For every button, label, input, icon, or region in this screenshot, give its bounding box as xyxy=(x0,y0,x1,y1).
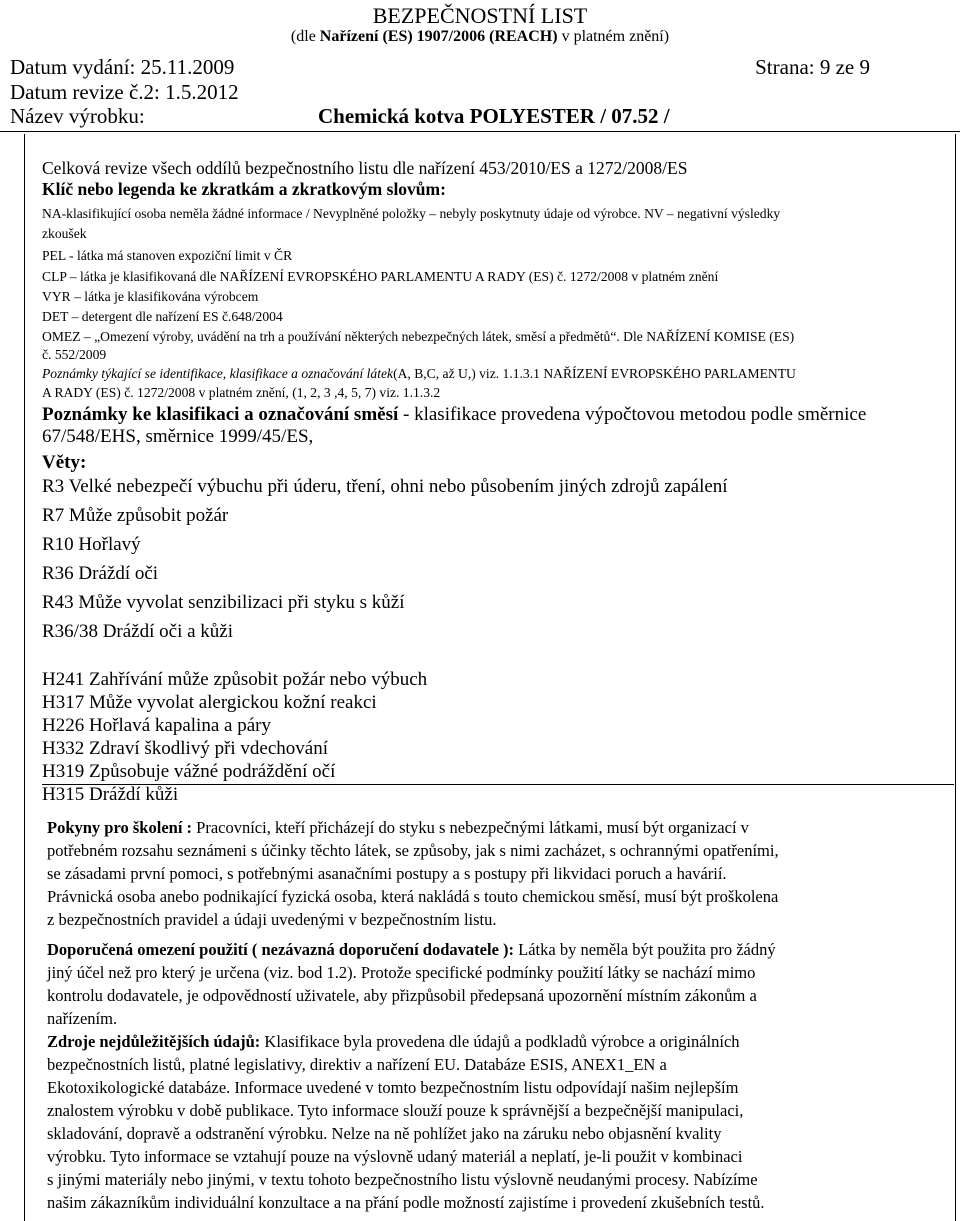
abbr-line: PEL - látka má stanoven expoziční limit v ČR xyxy=(42,248,293,263)
abbreviations-heading-text: Klíč nebo legenda ke zkratkám a zkratkovým slovům: xyxy=(42,179,446,199)
page-number: Strana: 9 ze 9 xyxy=(755,55,870,79)
sources-text: Klasifikace byla provedena dle údajů a podkladů výrobce a originálních xyxy=(260,1032,740,1051)
restriction-text: Látka by neměla být použita pro žádný xyxy=(514,940,776,959)
training-line: se zásadami první pomoci, s potřebnými asanačními postupy a s postupy při likvidaci poruch a havárií. xyxy=(47,864,727,883)
training-paragraph xyxy=(47,818,749,838)
identification-notes-rest: (A, B,C, až U,) viz. 1.1.3.1 NAŘÍZENÍ EVROPSKÉHO PARLAMENTU xyxy=(393,366,796,381)
phrases-heading-text: Věty: xyxy=(42,452,87,473)
revision-date: Datum revize č.2: 1.5.2012 xyxy=(10,80,239,104)
r-phrase: R43 Může vyvolat senzibilizaci při styku s kůží xyxy=(42,592,405,613)
training-text: Pracovníci, kteří přicházejí do styku s nebezpečnými látkami, musí být organizací v xyxy=(192,818,749,837)
sources-line: bezpečnostních listů, platné legislativy, direktiv a nařízení EU. Databáze ESIS, ANEX1_EN a xyxy=(47,1055,667,1074)
h-phrase: H241 Zahřívání může způsobit požár nebo výbuch xyxy=(42,669,428,690)
sources-line: skladování, dopravě a odstranění výrobku. Nelze na ně pohlížet jako na záruku nebo objasnění kvality xyxy=(47,1124,722,1143)
section-16-frame xyxy=(24,134,956,1221)
r-phrase: R36 Dráždí oči xyxy=(42,563,159,584)
classification-notes-cont: 67/548/EHS, směrnice 1999/45/ES, xyxy=(42,426,314,447)
abbr-line: CLP – látka je klasifikovaná dle NAŘÍZENÍ EVROPSKÉHO PARLAMENTU A RADY (ES) č. 1272/2008 v platném znění xyxy=(42,269,719,284)
training-line: potřebném rozsahu seznámeni s účinky těchto látek, se způsoby, jak s nimi zacházet, s ochrannými opatřeními, xyxy=(47,841,779,860)
identification-notes-italic: Poznámky týkající se identifikace, klasifikace a označování látek xyxy=(42,366,394,381)
r-phrase: R3 Velké nebezpečí výbuchu při úderu, tření, ohni nebo působením jiných zdrojů zapálení xyxy=(42,476,728,497)
sources-paragraph xyxy=(47,1032,740,1052)
classification-notes-heading: Poznámky ke klasifikaci a označování směsí xyxy=(42,404,399,425)
sources-heading: Zdroje nejdůležitějších údajů: xyxy=(47,1032,261,1051)
product-label: Název výrobku: xyxy=(10,104,145,128)
restriction-line: nařízením. xyxy=(47,1009,118,1028)
classification-notes xyxy=(42,404,866,426)
h-phrase: H315 Dráždí kůži xyxy=(42,784,179,805)
h-phrase: H226 Hořlavá kapalina a páry xyxy=(42,715,271,736)
restriction-line: jiný účel než pro který je určena (viz. bod 1.2). Protože specifické podmínky použití látky se nachází mimo xyxy=(47,963,756,982)
abbr-line: VYR – látka je klasifikována výrobcem xyxy=(42,289,259,304)
regulation-name: Nařízení (ES) 1907/2006 (REACH) xyxy=(319,28,558,45)
identification-notes-cont: A RADY (ES) č. 1272/2008 v platném znění, (1, 2, 3 ,4, 5, 7) viz. 1.1.3.2 xyxy=(42,385,441,400)
r-phrase: R10 Hořlavý xyxy=(42,534,141,555)
issue-date-row xyxy=(10,55,950,79)
abbreviations-heading xyxy=(42,179,446,200)
regulation-suffix: v platném znění) xyxy=(557,28,670,45)
document-title: BEZPEČNOSTNÍ LIST xyxy=(372,3,588,28)
header-divider xyxy=(0,131,960,132)
sources-line: Ekotoxikologické databáze. Informace uvedené v tomto bezpečnostním listu odpovídají našim nejlepším xyxy=(47,1078,739,1097)
abbr-line: č. 552/2009 xyxy=(42,347,107,362)
restriction-line: kontrolu dodavatele, je odpovědností uživatele, aby přizpůsobil předepsaná upozornění místním zákonům a xyxy=(47,986,757,1005)
r-phrase: R7 Může způsobit požár xyxy=(42,505,229,526)
h-phrase: H317 Může vyvolat alergickou kožní reakci xyxy=(42,692,377,713)
regulation-prefix: (dle xyxy=(290,28,320,45)
revision-date-row xyxy=(10,80,950,104)
classification-notes-text: - klasifikace provedena výpočtovou metodou podle směrnice xyxy=(398,404,867,425)
training-line: Právnická osoba anebo podnikající fyzická osoba, která nakládá s touto chemickou směsí, musí být proškolena xyxy=(47,887,779,906)
training-heading: Pokyny pro školení : xyxy=(47,818,193,837)
sources-line: s jinými materiály nebo jinými, v textu tohoto bezpečnostního listu výslovně neudanými procesy. Nabízíme xyxy=(47,1170,758,1189)
abbr-line: DET – detergent dle nařízení ES č.648/2004 xyxy=(42,309,283,324)
product-row xyxy=(10,104,950,128)
abbr-line: NA-klasifikující osoba neměla žádné informace / Nevyplněné položky – nebyly poskytnuty údaje od výrobce. NV – negativní výsledky xyxy=(42,206,781,221)
abbr-line: OMEZ – „Omezení výroby, uvádění na trh a používání některých nebezpečných látek, směsí a předmětů“. Dle NAŘÍZENÍ KOMISE (ES) xyxy=(42,329,795,344)
sources-line: našim zákazníkům individuální konzultace a na přání podle možností zajistíme i provedení zkušebních testů. xyxy=(47,1193,765,1212)
h-phrase: H332 Zdraví škodlivý při vdechování xyxy=(42,738,329,759)
restriction-paragraph xyxy=(47,940,776,960)
h-phrase: H319 Způsobuje vážné podráždění očí xyxy=(42,761,336,782)
revision-note: Celková revize všech oddílů bezpečnostního listu dle nařízení 453/2010/ES a 1272/2008/ES xyxy=(42,158,688,178)
sources-line: výrobku. Tyto informace se vztahují pouze na výslovně udaný materiál a neplatí, je-li použit v kombinaci xyxy=(47,1147,743,1166)
abbr-line: zkoušek xyxy=(42,226,87,241)
sources-line: znalostem výrobku v době publikace. Tyto informace slouží pouze k správnější a bezpečnější manipulaci, xyxy=(47,1101,744,1120)
r-phrase: R36/38 Dráždí oči a kůži xyxy=(42,621,234,642)
training-line: z bezpečnostních pravidel a údaji uvedenými v bezpečnostním listu. xyxy=(47,910,497,929)
regulation-subtitle xyxy=(0,28,960,46)
phrases-heading xyxy=(42,452,86,474)
restriction-heading: Doporučená omezení použití ( nezávazná doporučení dodavatele ): xyxy=(47,940,515,959)
identification-notes xyxy=(42,366,796,382)
product-name: Chemická kotva POLYESTER / 07.52 / xyxy=(318,104,670,128)
h-phrases-divider xyxy=(42,784,954,785)
issue-date: Datum vydání: 25.11.2009 xyxy=(10,55,235,79)
